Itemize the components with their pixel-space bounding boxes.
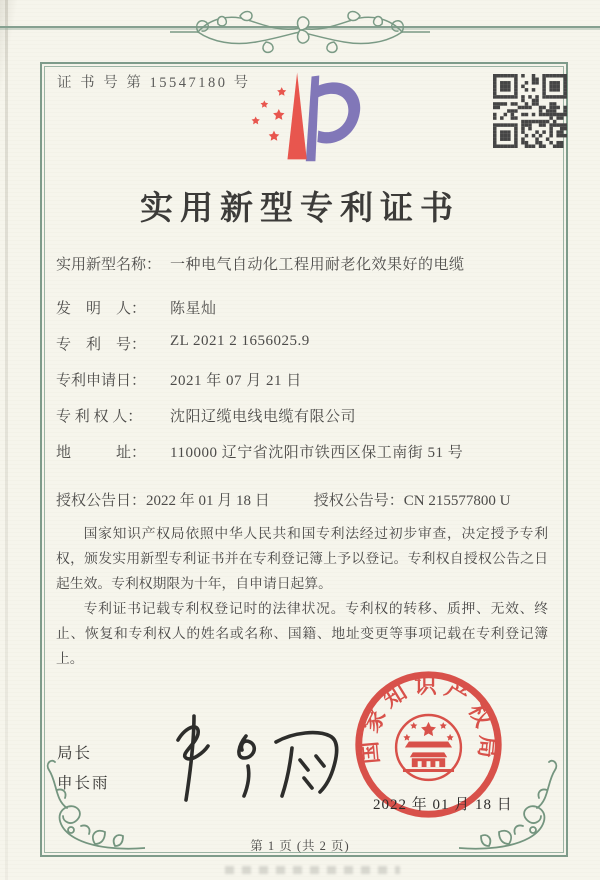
field-value: 一种电气自动化工程用耐老化效果好的电缆 [170,257,465,273]
field-label: 专 利 权 人： [56,409,143,425]
svg-text:国家知识产权局 [356,673,501,765]
field-label: 发 明 人： [56,301,147,317]
field-value: 沈阳辽缆电线电缆有限公司 [170,409,357,425]
field-label: 地 址： [56,445,147,461]
page-number: 第 1 页 (共 2 页) [250,839,350,853]
signature-icon [142,706,354,812]
field-value: 110000 辽宁省沈阳市铁西区保工南街 51 号 [170,445,464,461]
grant-row [56,489,566,510]
cnipa-logo-icon [231,63,369,169]
signer-title: 局长 [57,745,93,762]
grant-no-value: CN 215577800 U [403,493,511,509]
field-value: 2021 年 07 月 21 日 [170,373,302,389]
page-edge-shadow [5,0,8,880]
field-value: 陈星灿 [170,301,217,317]
certificate-title: 实用新型专利证书 [140,191,460,227]
legal-paragraph-1: 国家知识产权局依照中华人民共和国专利法经过初步审查，决定授予专利权，颁发实用新型专利证书并在专利登记簿上予以登记。专利权自授权公告之日起生效。专利权期限为十年，自申请日起算。 [56,526,548,591]
field-row [56,405,556,426]
field-label: 专利申请日： [56,373,147,389]
grant-date-value: 2022 年 01 月 18 日 [146,493,270,509]
field-row [56,297,556,318]
top-scroll-ornament-icon [170,2,430,58]
bottom-left-floral-ornament-icon [41,756,145,856]
seal-text: 国家知识产权局 [355,672,502,765]
field-label: 实用新型名称： [56,257,162,273]
legal-paragraph-2: 专利证书记载专利权登记时的法律状况。专利权的转移、质押、无效、终止、恢复和专利权人的姓名或名称、国籍、地址变更等事项记载在专利登记簿上。 [56,601,548,666]
grant-date-label: 授权公告日： [56,493,147,509]
field-row [56,369,556,390]
field-value: ZL 2021 2 1656025.9 [170,333,310,349]
signer-name: 申长雨 [57,775,110,792]
field-row [56,253,556,274]
grant-no-label: 授权公告号： [313,493,404,509]
seal-date: 2022 年 01 月 18 日 [373,797,513,813]
field-list [56,253,556,477]
qr-code [493,74,567,148]
certificate-number: 证 书 号 第 15547180 号 [57,75,251,91]
legal-paragraphs [56,521,548,671]
field-row [56,333,556,354]
show-through-ghost [225,866,400,874]
field-row [56,441,556,462]
field-label: 专 利 号： [56,337,147,353]
national-emblem-icon [396,715,461,780]
